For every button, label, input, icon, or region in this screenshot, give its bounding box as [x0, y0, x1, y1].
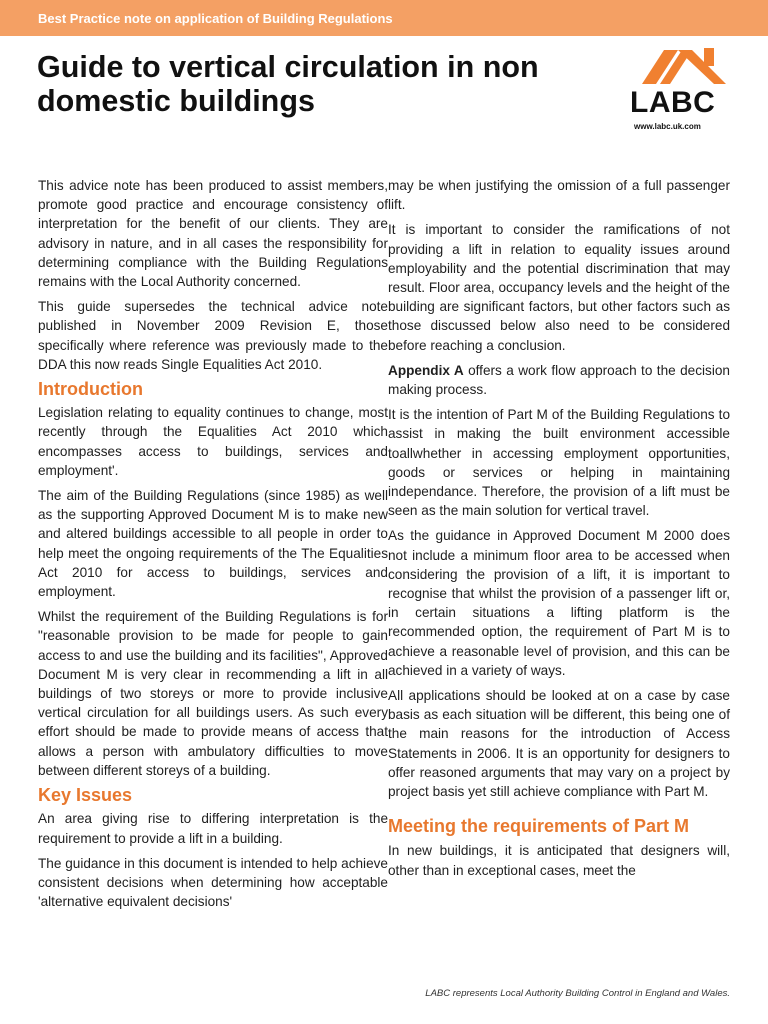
key-issues-paragraph-2: The guidance in this document is intended to help achieve consistent decisions when determining how acceptable 'alternative equivalent decisions': [38, 855, 388, 910]
right-paragraph-7: In new buildings, it is anticipated that designers will, other than in exceptional cases, meet the: [388, 843, 730, 878]
intro-paragraph-2: This guide supersedes the technical advice note published in November 2009 Revision E, those specifically where reference was previously made to the DDA this now reads Single Equalities Act 2010.: [38, 299, 388, 372]
key-issues-heading: Key Issues: [38, 785, 133, 806]
introduction-paragraph-3: Whilst the requirement of the Building Regulations is for "reasonable provision to be made for people to gain access to and use the building and its facilities", Approved Document M is very clear in recommending a lift in all buildings of two storeys or more to provide inclusive vertical circulation for all buildings users. As such every effort should be made to provide means of access that allows a person with ambulatory difficulties to move between different storeys of a building.: [38, 609, 388, 778]
header-band-text: Best Practice note on application of Building Regulations: [38, 11, 393, 26]
appendix-a-link[interactable]: Appendix A: [388, 362, 464, 378]
logo-text: LABC: [630, 86, 716, 119]
introduction-paragraph-2: The aim of the Building Regulations (since 1985) as well as the supporting Approved Document M is to make new and altered buildings accessible to all people in order to help meet the ongoing requirements of the The Equalities Act 2010 for access to buildings, services and employment.: [38, 488, 388, 600]
right-paragraph-4: It is the intention of Part M of the Building Regulations to assist in making the built environment accessible toallwhether in accessing employment opportunities, goods or services or helping in maintaining independance. Therefore, the provision of a lift must be seen as the main solution for vertical travel.: [388, 407, 730, 519]
header-band: [0, 0, 768, 36]
right-paragraph-5: As the guidance in Approved Document M 2000 does not include a minimum floor area to be accessed when considering the provision of a lift, it is important to recognise that whilst the provision of a passenger lift or, in certain situations a lifting platform is the recommended option, the requirement of Part M is to achieve a reasonable level of provision, and this can be achieved in a variety of ways.: [388, 528, 730, 678]
page-title: Guide to vertical circulation in non domestic buildings: [37, 50, 539, 118]
key-issues-paragraph-1: An area giving rise to differing interpretation is the requirement to provide a lift in a building.: [38, 811, 388, 846]
right-paragraph-3-text: offers a work flow approach to the decision making process.: [388, 362, 730, 398]
intro-paragraph-1: This advice note has been produced to assist members, promote good practice and encourage consistency of interpretation for the benefit of our clients. They are advisory in nature, and in all cases the responsibility for determining compliance with the Building Regulations remains with the Local Authority concerned.: [38, 178, 388, 290]
introduction-heading: Introduction: [38, 379, 143, 400]
right-paragraph-2: It is important to consider the ramifications of not providing a lift in relation to equality issues around employability and the potential discrimination that may result. Floor area, occupancy levels and the height of the building are significant factors, but other factors such as those discussed below also need to be considered before reaching a conclusion.: [388, 222, 730, 353]
labc-logo[interactable]: [630, 44, 740, 134]
meeting-requirements-heading: Meeting the requirements of Part M: [388, 816, 690, 837]
right-paragraph-3: [388, 361, 730, 399]
right-column: [388, 176, 730, 886]
right-paragraph-1: may be when justifying the omission of a full passenger lift.: [388, 178, 730, 213]
introduction-paragraph-1: Legislation relating to equality continues to change, most recently through the Equalities Act 2010 which encompasses access to buildings, services and employment'.: [38, 405, 388, 478]
left-column: [38, 176, 388, 917]
footer-note: LABC represents Local Authority Building Control in England and Wales.: [425, 988, 730, 999]
labc-house-icon: [634, 44, 734, 88]
logo-url[interactable]: www.labc.uk.com: [634, 122, 701, 131]
right-paragraph-6: All applications should be looked at on a case by case basis as each situation will be different, this being one of the main reasons for the introduction of Access Statements in 2006. It is an opportunity for designers to offer reasoned arguments that may vary on a project by project basis yet still achieve compliance with Part M.: [388, 688, 730, 800]
